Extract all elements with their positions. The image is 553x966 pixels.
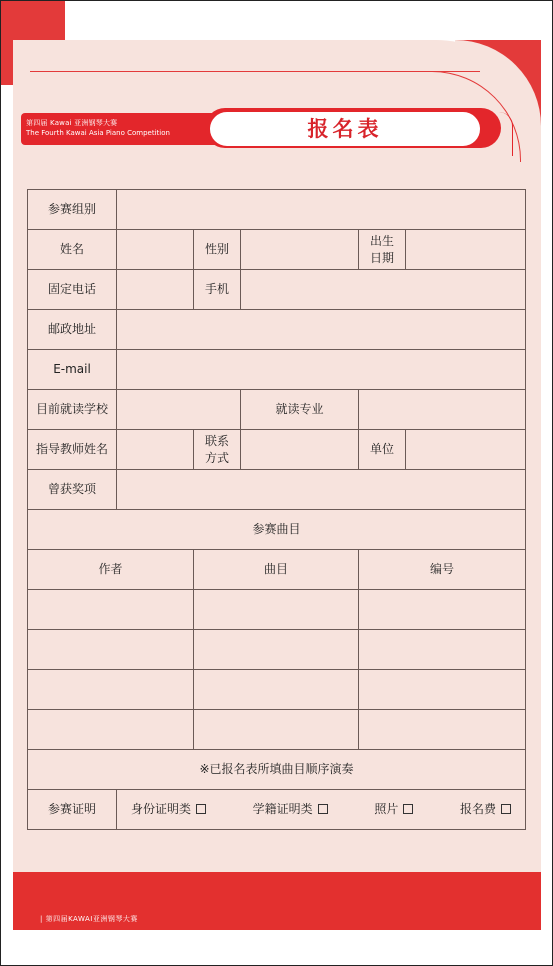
composer-cell[interactable] [28, 710, 194, 750]
order-note: ※已报名表所填曲目顺序演奏 [28, 750, 526, 790]
title-pill-tail [498, 112, 513, 156]
checkbox[interactable] [318, 804, 328, 814]
composer-cell[interactable] [28, 670, 194, 710]
email-field[interactable] [117, 350, 526, 390]
birth-field[interactable] [406, 230, 526, 270]
email-label: E-mail [28, 350, 117, 390]
checkbox[interactable] [403, 804, 413, 814]
pieces-header: 参赛曲目 [28, 510, 526, 550]
group-field[interactable] [117, 190, 526, 230]
mobile-label: 手机 [194, 270, 241, 310]
number-column-header: 编号 [359, 550, 526, 590]
group-label: 参赛组别 [28, 190, 117, 230]
landline-field[interactable] [117, 270, 194, 310]
cert-photo-label: 照片 [374, 802, 399, 816]
table-row [28, 630, 526, 670]
birth-label [359, 230, 406, 270]
birth-label-line1: 出生 [369, 233, 394, 248]
name-field[interactable] [117, 230, 194, 270]
number-cell[interactable] [359, 630, 526, 670]
row-certificates [28, 790, 526, 830]
page-title: 报名表 [307, 117, 383, 141]
unit-label: 单位 [359, 430, 406, 470]
cert-photo-option[interactable] [374, 801, 413, 818]
row-pieces-columns [28, 550, 526, 590]
row-pieces-header [28, 510, 526, 550]
cert-school-option[interactable] [253, 801, 328, 818]
cert-id-option[interactable] [131, 801, 206, 818]
awards-label: 曾获奖项 [28, 470, 117, 510]
piece-column-header: 曲目 [194, 550, 359, 590]
footer-text: | 第四届KAWAI亚洲钢琴大赛 [40, 915, 138, 923]
school-label: 目前就读学校 [28, 390, 117, 430]
school-field[interactable] [117, 390, 241, 430]
composer-column-header: 作者 [28, 550, 194, 590]
contact-label [194, 430, 241, 470]
row-note [28, 750, 526, 790]
cert-fee-label: 报名费 [460, 802, 497, 816]
address-label: 邮政地址 [28, 310, 117, 350]
number-cell[interactable] [359, 710, 526, 750]
number-cell[interactable] [359, 590, 526, 630]
table-row [28, 590, 526, 630]
table-row [28, 710, 526, 750]
banner-title-en: The Fourth Kawai Asia Piano Competition [26, 129, 170, 137]
checkbox[interactable] [196, 804, 206, 814]
cert-school-label: 学籍证明类 [252, 802, 313, 816]
landline-label: 固定电话 [28, 270, 117, 310]
number-cell[interactable] [359, 670, 526, 710]
gender-label: 性别 [194, 230, 241, 270]
composer-cell[interactable] [28, 630, 194, 670]
major-field[interactable] [359, 390, 526, 430]
contact-label-line2: 方式 [204, 450, 229, 465]
row-school [28, 390, 526, 430]
piece-cell[interactable] [194, 590, 359, 630]
registration-form [27, 189, 526, 830]
decor-line [30, 71, 480, 72]
cert-fee-option[interactable] [460, 801, 511, 818]
row-name [28, 230, 526, 270]
contact-label-line1: 联系 [204, 433, 229, 448]
gender-field[interactable] [241, 230, 359, 270]
row-email [28, 350, 526, 390]
checkbox[interactable] [501, 804, 511, 814]
teacher-label: 指导教师姓名 [28, 430, 117, 470]
piece-cell[interactable] [194, 670, 359, 710]
row-address [28, 310, 526, 350]
name-label: 姓名 [28, 230, 117, 270]
row-group [28, 190, 526, 230]
table-row [28, 670, 526, 710]
composer-cell[interactable] [28, 590, 194, 630]
contact-field[interactable] [241, 430, 359, 470]
cert-label: 参赛证明 [28, 790, 117, 830]
birth-label-line2: 日期 [369, 250, 394, 265]
unit-field[interactable] [406, 430, 526, 470]
row-phone [28, 270, 526, 310]
piece-cell[interactable] [194, 630, 359, 670]
banner-title-cn: 第四届 Kawai 亚洲钢琴大赛 [26, 119, 118, 127]
row-teacher [28, 430, 526, 470]
awards-field[interactable] [117, 470, 526, 510]
major-label: 就读专业 [241, 390, 359, 430]
cert-id-label: 身份证明类 [131, 802, 192, 816]
mobile-field[interactable] [241, 270, 526, 310]
piece-cell[interactable] [194, 710, 359, 750]
address-field[interactable] [117, 310, 526, 350]
row-awards [28, 470, 526, 510]
cert-options [117, 790, 526, 830]
teacher-field[interactable] [117, 430, 194, 470]
